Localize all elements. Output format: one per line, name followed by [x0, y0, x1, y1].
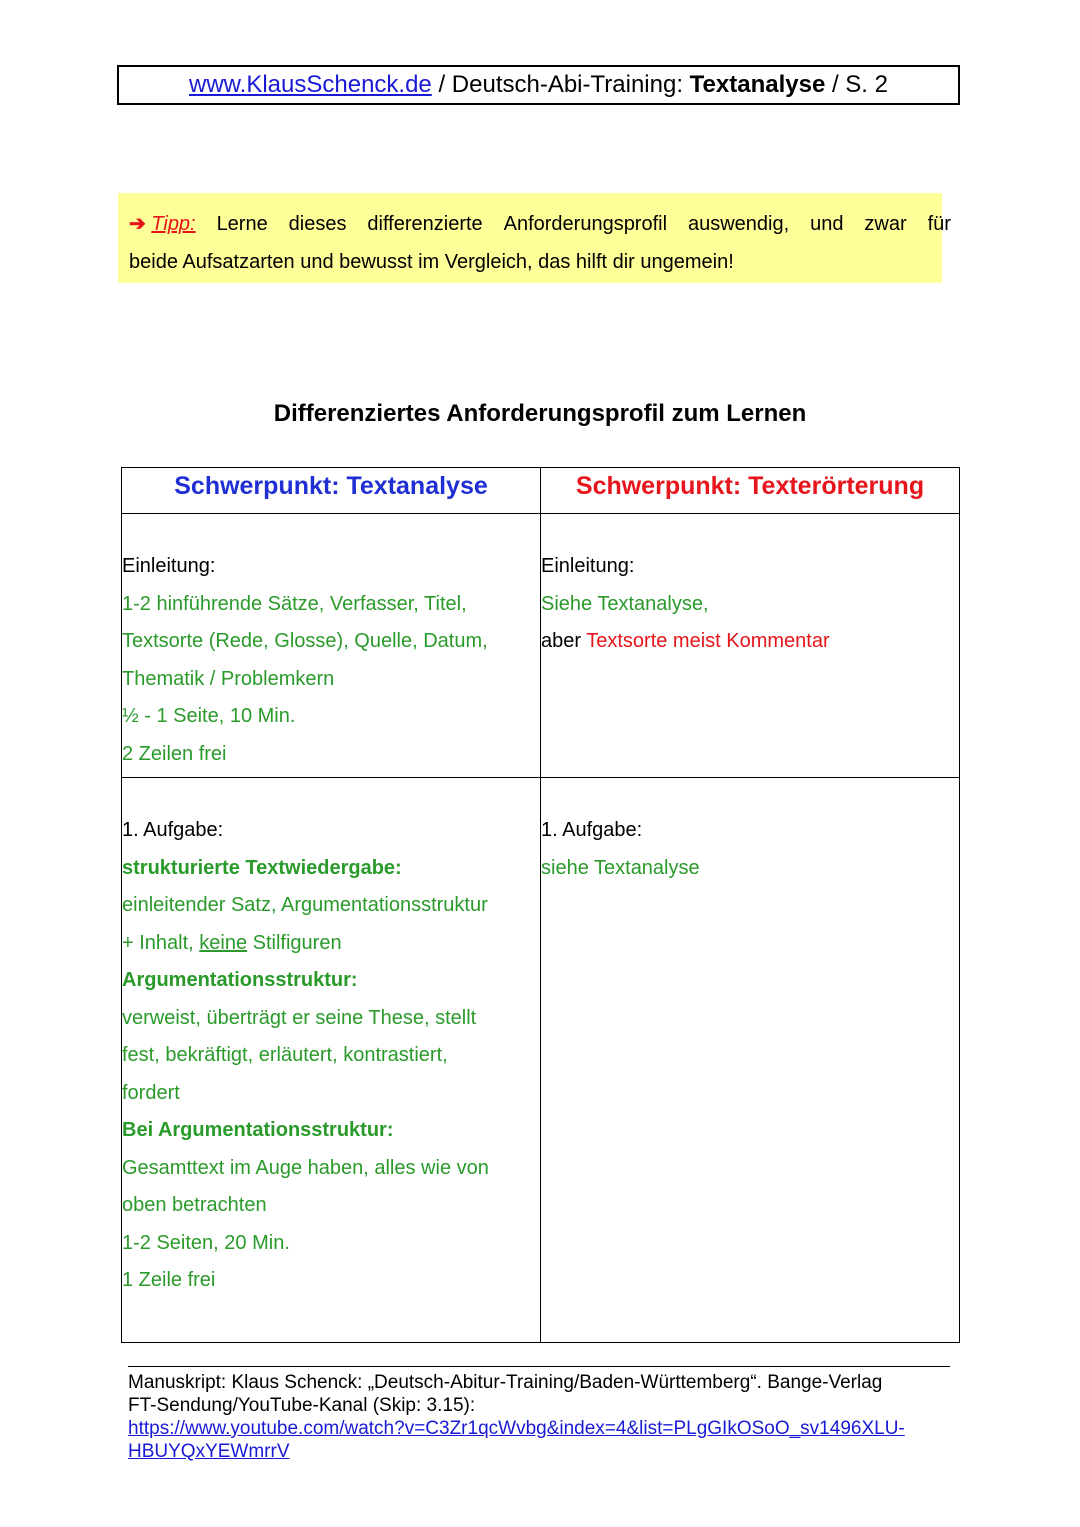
tip-line-2: beide Aufsatzarten und bewusst im Vergleich, das hilft dir ungemein!	[129, 251, 734, 273]
footer-divider	[128, 1366, 950, 1367]
header-course: / Deutsch-Abi-Training:	[431, 71, 690, 98]
arrow-right-icon: ➔	[129, 213, 146, 235]
cell-text-underlined: keine	[199, 931, 248, 954]
cell-text: + Inhalt,	[122, 931, 200, 954]
cell-line: verweist, überträgt er seine These, stellt	[122, 1006, 477, 1029]
page-header	[117, 65, 960, 105]
footer-manuscript: Manuskript: Klaus Schenck: „Deutsch-Abitur-Training/Baden-Württemberg“. Bange-Verlag	[128, 1372, 883, 1393]
cell-text: aber	[541, 630, 587, 652]
cell-line: 1-2 hinführende Sätze, Verfasser, Titel,	[122, 592, 467, 615]
tip-word: zwar	[864, 213, 907, 235]
cell-subheading: Bei Argumentationsstruktur:	[122, 1119, 394, 1141]
cell-line: fest, bekräftigt, erläutert, kontrastiert,	[122, 1044, 448, 1066]
cell-heading: Einleitung:	[122, 555, 216, 577]
cell-line: 1 Zeile frei	[122, 1269, 216, 1291]
youtube-link-continued[interactable]: HBUYQxYEWmrrV	[128, 1441, 290, 1462]
tip-word: dieses	[288, 213, 347, 235]
tip-box	[118, 193, 951, 283]
cell-einleitung-texteroerterung	[541, 514, 960, 778]
tip-label: Tipp:	[151, 213, 196, 235]
tip-word: und	[810, 213, 844, 235]
table-row-einleitung	[122, 514, 960, 778]
cell-line: 2 Zeilen frei	[122, 742, 227, 765]
cell-line	[122, 925, 540, 963]
cell-line: ½ - 1 Seite, 10 Min.	[122, 705, 296, 727]
column-header-textanalyse: Schwerpunkt: Textanalyse	[122, 468, 541, 514]
cell-line: Gesamttext im Auge haben, alles wie von	[122, 1156, 489, 1179]
tip-word: differenzierte	[367, 213, 483, 235]
footer-broadcast: FT-Sendung/YouTube-Kanal (Skip: 3.15):	[128, 1395, 476, 1416]
cell-line: 1-2 Seiten, 20 Min.	[122, 1231, 290, 1254]
footer	[128, 1371, 968, 1463]
cell-line: oben betrachten	[122, 1194, 267, 1216]
requirements-table	[121, 467, 960, 1343]
tip-word: Anforderungsprofil	[503, 213, 668, 235]
tip-line-1	[129, 205, 951, 243]
cell-line: Siehe Textanalyse,	[541, 592, 709, 615]
cell-text-highlight: Textsorte meist Kommentar	[586, 630, 830, 652]
cell-line: fordert	[122, 1081, 180, 1104]
document-title: Differenziertes Anforderungsprofil zum Lernen	[273, 400, 807, 427]
tip-word: auswendig,	[687, 213, 790, 235]
cell-aufgabe-texteroerterung	[541, 778, 960, 1343]
cell-line	[541, 623, 959, 661]
column-header-texteroerterung: Schwerpunkt: Texterörterung	[541, 468, 960, 514]
cell-aufgabe-textanalyse	[122, 778, 541, 1343]
tip-word: für	[927, 213, 951, 235]
cell-einleitung-textanalyse	[122, 514, 541, 778]
cell-subheading: strukturierte Textwiedergabe:	[122, 856, 402, 879]
site-link[interactable]: www.KlausSchenck.de	[188, 71, 432, 98]
cell-line: einleitender Satz, Argumentationsstruktur	[122, 894, 488, 916]
youtube-link[interactable]: https://www.youtube.com/watch?v=C3Zr1qcWvbg&index=4&list=PLgGIkOSoO_sv1496XLU-	[128, 1418, 905, 1439]
cell-text: Stilfiguren	[247, 931, 342, 954]
cell-heading: Einleitung:	[541, 555, 635, 577]
cell-heading: 1. Aufgabe:	[122, 819, 224, 841]
table-row-aufgabe-1	[122, 778, 960, 1343]
header-topic: Textanalyse	[689, 71, 826, 98]
cell-heading: 1. Aufgabe:	[541, 819, 643, 841]
cell-line: siehe Textanalyse	[541, 856, 700, 879]
tip-label-group	[129, 205, 196, 243]
cell-line: Textsorte (Rede, Glosse), Quelle, Datum,	[122, 630, 488, 652]
header-page-number: / S. 2	[825, 71, 888, 98]
cell-subheading: Argumentationsstruktur:	[122, 969, 358, 991]
tip-word: Lerne	[216, 213, 268, 235]
cell-line: Thematik / Problemkern	[122, 667, 335, 690]
